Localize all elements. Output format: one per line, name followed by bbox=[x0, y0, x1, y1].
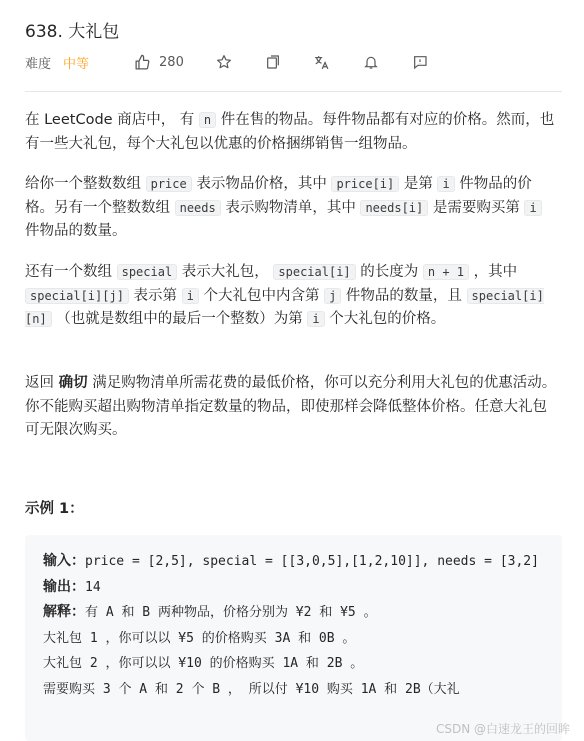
code-inline: needs[i] bbox=[360, 200, 428, 216]
code-inline: special bbox=[117, 264, 178, 280]
input-label: 输入： bbox=[43, 553, 85, 569]
example-title: 示例 1： bbox=[25, 501, 84, 517]
code-inline: i bbox=[307, 311, 324, 327]
example-input-line bbox=[43, 549, 553, 575]
input-value: price = [2,5], special = [[3,0,5],[1,2,10]], needs = [3,2] bbox=[85, 554, 539, 569]
share-icon[interactable] bbox=[264, 53, 282, 71]
example-explanation-line: 大礼包 1 ，你可以以 ¥5 的价格购买 3A 和 0B 。 bbox=[43, 630, 356, 646]
example-explanation-line: 需要购买 3 个 A 和 2 个 B ， 所以付 ¥10 购买 1A 和 2B（大礼 bbox=[43, 681, 460, 697]
thumbs-up-icon bbox=[133, 53, 151, 71]
code-inline: price bbox=[146, 176, 192, 192]
description-paragraph-4: 返回 确切 满足购物清单所需花费的最低价格，你可以充分利用大礼包的优惠活动。你不能购买超出购物清单指定数量的物品，即使那样会降低整体价格。任意大礼包可无限次购买。 bbox=[25, 375, 557, 438]
explanation-label: 解释： bbox=[43, 604, 85, 620]
like-button[interactable] bbox=[133, 53, 184, 71]
translate-icon[interactable] bbox=[313, 53, 331, 71]
code-inline: special[i][j] bbox=[25, 288, 129, 304]
feedback-icon[interactable] bbox=[411, 53, 429, 71]
code-inline: n bbox=[199, 112, 216, 128]
problem-meta-bar bbox=[25, 52, 429, 72]
description-paragraph-1: 在 LeetCode 商店中， 有 n 件在售的物品。每件物品都有对应的价格。然而，也有一些大礼包，每个大礼包以优惠的价格捆绑销售一组物品。 bbox=[25, 112, 555, 152]
output-value: 14 bbox=[85, 579, 101, 595]
code-inline: price[i] bbox=[331, 176, 399, 192]
code-inline: i bbox=[182, 288, 199, 304]
problem-title: 638. 大礼包 bbox=[25, 22, 120, 42]
like-count: 280 bbox=[159, 54, 184, 70]
example-explanation-line: 解释：有 A 和 B 两种物品，价格分别为 ¥2 和 ¥5 。 bbox=[43, 604, 377, 620]
code-inline: i bbox=[437, 176, 454, 192]
difficulty-label: 难度 bbox=[25, 56, 52, 72]
example-explanation-line: 大礼包 2 ，你可以以 ¥10 的价格购买 1A 和 2B 。 bbox=[43, 656, 364, 671]
code-inline: i bbox=[524, 200, 541, 216]
code-inline: needs bbox=[175, 200, 221, 216]
code-inline: special[i] bbox=[273, 264, 355, 280]
difficulty-badge: 中等 bbox=[63, 56, 90, 72]
output-label: 输出： bbox=[43, 578, 85, 595]
example-output-line bbox=[43, 575, 553, 601]
divider bbox=[25, 91, 562, 92]
code-inline: special[i][n] bbox=[25, 288, 544, 326]
code-inline: n + 1 bbox=[423, 264, 469, 280]
emphasis-text: 确切 bbox=[58, 375, 88, 391]
description-paragraph-2: 给你一个整数数组 price 表示物品价格，其中 price[i] 是第 i 件物品的价格。另有一个整数数组 needs 表示购物清单，其中 needs[i] 是需要购买第 i 件物品的数量。 bbox=[25, 173, 560, 244]
description-paragraph-3: 还有一个数组 special 表示大礼包， special[i] 的长度为 n + 1 ，其中 special[i][j] 表示第 i 个大礼包中内含第 j 件物品的数量，且 special[i][n] （也就是数组中的最后一个整数）为第 i 个大礼包的价格。 bbox=[25, 264, 544, 327]
bell-icon[interactable] bbox=[362, 53, 380, 71]
example-block bbox=[25, 535, 562, 741]
code-inline: j bbox=[324, 288, 341, 304]
watermark: CSDN @白速龙王的回眸 bbox=[435, 722, 570, 736]
star-icon[interactable] bbox=[215, 53, 233, 71]
